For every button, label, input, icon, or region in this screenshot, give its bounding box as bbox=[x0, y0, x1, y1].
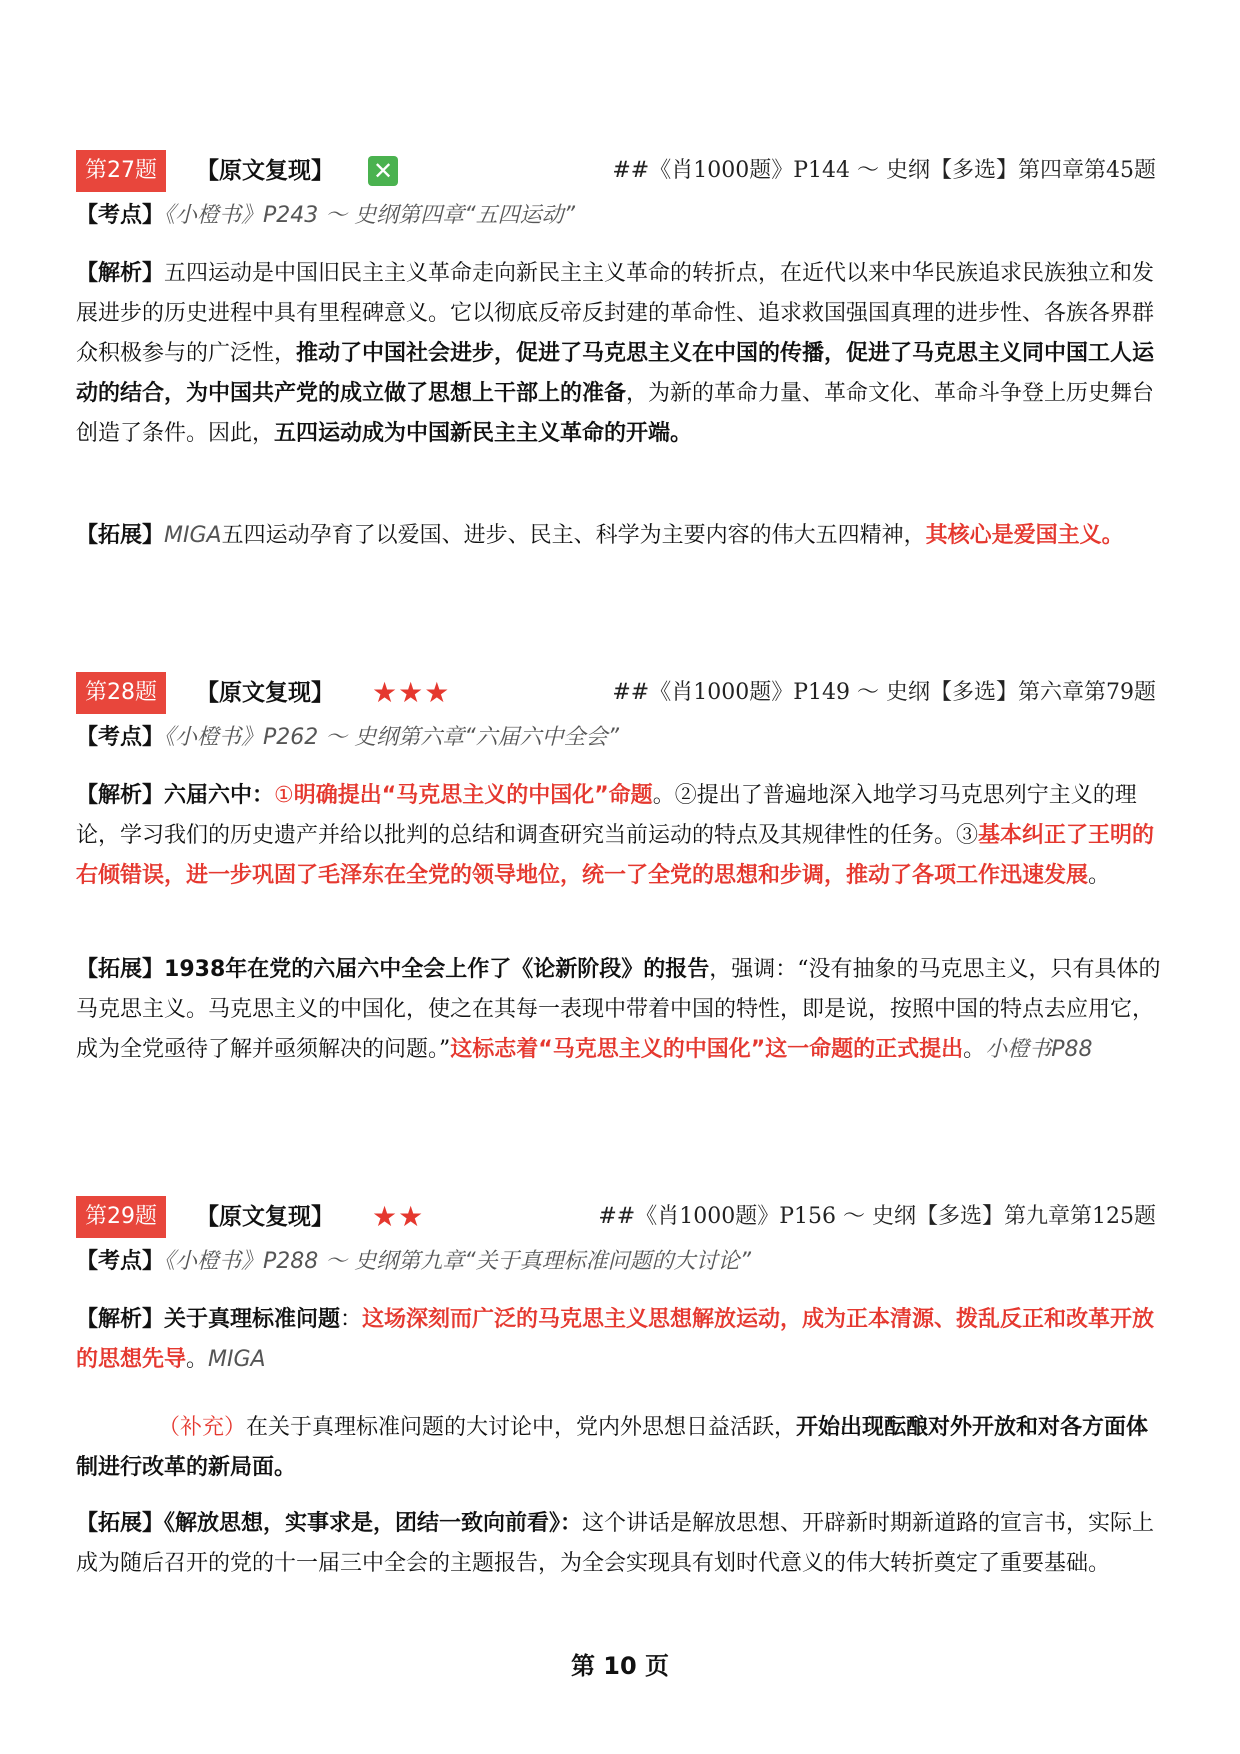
q29-jiexi: 【解析】关于真理标准问题：这场深刻而广泛的马克思主义思想解放运动，成为正本清源、拨乱反正和改革开放的思想先导。MIGA bbox=[76, 1307, 1155, 1372]
q28-jiexi: 【解析】六届六中：①明确提出“马克思主义的中国化”命题。②提出了普遍地深入地学习马克思列宁主义的理论，学习我们的历史遗产并给以批判的总结和调查研究当前运动的特点及其规律性的任务。③基本纠正了王明的右倾错误，进一步巩固了毛泽东在全党的领导地位，统一了全党的思想和步调，推动了各项工作迅速发展。 bbox=[76, 783, 1155, 888]
q28-original-label: 【原文复现】 bbox=[196, 680, 334, 706]
q27-kaodian: 【考点】《小橙书》P243 ～ 史纲第四章“五四运动” bbox=[76, 203, 576, 228]
q29-kaodian: 【考点】《小橙书》P288 ～ 史纲第九章“关于真理标准问题的大讨论” bbox=[76, 1249, 752, 1274]
q27-header bbox=[0, 150, 1240, 194]
q28-tuozhan: 【拓展】1938年在党的六届六中全会上作了《论新阶段》的报告，强调：“没有抽象的马克思主义，只有具体的马克思主义。马克思主义的中国化，使之在其每一表现中带着中国的特性，即是说，按照中国的特点去应用它，成为全党亟待了解并亟须解决的问题。”这标志着“马克思主义的中国化”这一命题的正式提出。小橙书P88 bbox=[76, 957, 1161, 1062]
q29-tuozhan: 【拓展】《解放思想，实事求是，团结一致向前看》：这个讲话是解放思想、开辟新时期新道路的宣言书，实际上成为随后召开的党的十一届三中全会的主题报告，为全会实现具有划时代意义的伟大转折奠定了重要基础。 bbox=[76, 1511, 1155, 1576]
q27-number-badge: 第27题 bbox=[76, 150, 166, 192]
q27-tuozhan: 【拓展】MIGA五四运动孕育了以爱国、进步、民主、科学为主要内容的伟大五四精神，其核心是爱国主义。 bbox=[76, 523, 1124, 548]
page-number: 第 10 页 bbox=[570, 1652, 670, 1680]
q29-header bbox=[0, 1196, 1240, 1240]
q28-header bbox=[0, 672, 1240, 716]
q28-number-badge: 第28题 bbox=[76, 672, 166, 714]
q29-buchong: （补充）在关于真理标准问题的大讨论中，党内外思想日益活跃，开始出现酝酿对外开放和对各方面体制进行改革的新局面。 bbox=[76, 1415, 1149, 1480]
q29-star-rating-icon: ★★ bbox=[372, 1200, 425, 1233]
q27-cross-mark-icon: ✕ bbox=[368, 156, 398, 186]
q29-number-badge: 第29题 bbox=[76, 1196, 166, 1238]
q29-reference: ##《肖1000题》P156 ～ 史纲【多选】第九章第125题 bbox=[598, 1204, 1156, 1229]
q27-reference: ##《肖1000题》P144 ～ 史纲【多选】第四章第45题 bbox=[612, 158, 1156, 183]
q28-star-rating-icon: ★★★ bbox=[372, 676, 451, 709]
q27-jiexi: 【解析】五四运动是中国旧民主主义革命走向新民主主义革命的转折点，在近代以来中华民族追求民族独立和发展进步的历史进程中具有里程碑意义。它以彻底反帝反封建的革命性、追求救国强国真理的进步性、各族各界群众积极参与的广泛性，推动了中国社会进步，促进了马克思主义在中国的传播，促进了马克思主义同中国工人运动的结合，为中国共产党的成立做了思想上干部上的准备，为新的革命力量、革命文化、革命斗争登上历史舞台创造了条件。因此，五四运动成为中国新民主主义革命的开端。 bbox=[76, 261, 1155, 446]
q27-original-label: 【原文复现】 bbox=[196, 158, 334, 184]
q28-reference: ##《肖1000题》P149 ～ 史纲【多选】第六章第79题 bbox=[612, 680, 1156, 705]
q28-kaodian: 【考点】《小橙书》P262 ～ 史纲第六章“六届六中全会” bbox=[76, 725, 620, 750]
q29-original-label: 【原文复现】 bbox=[196, 1204, 334, 1230]
